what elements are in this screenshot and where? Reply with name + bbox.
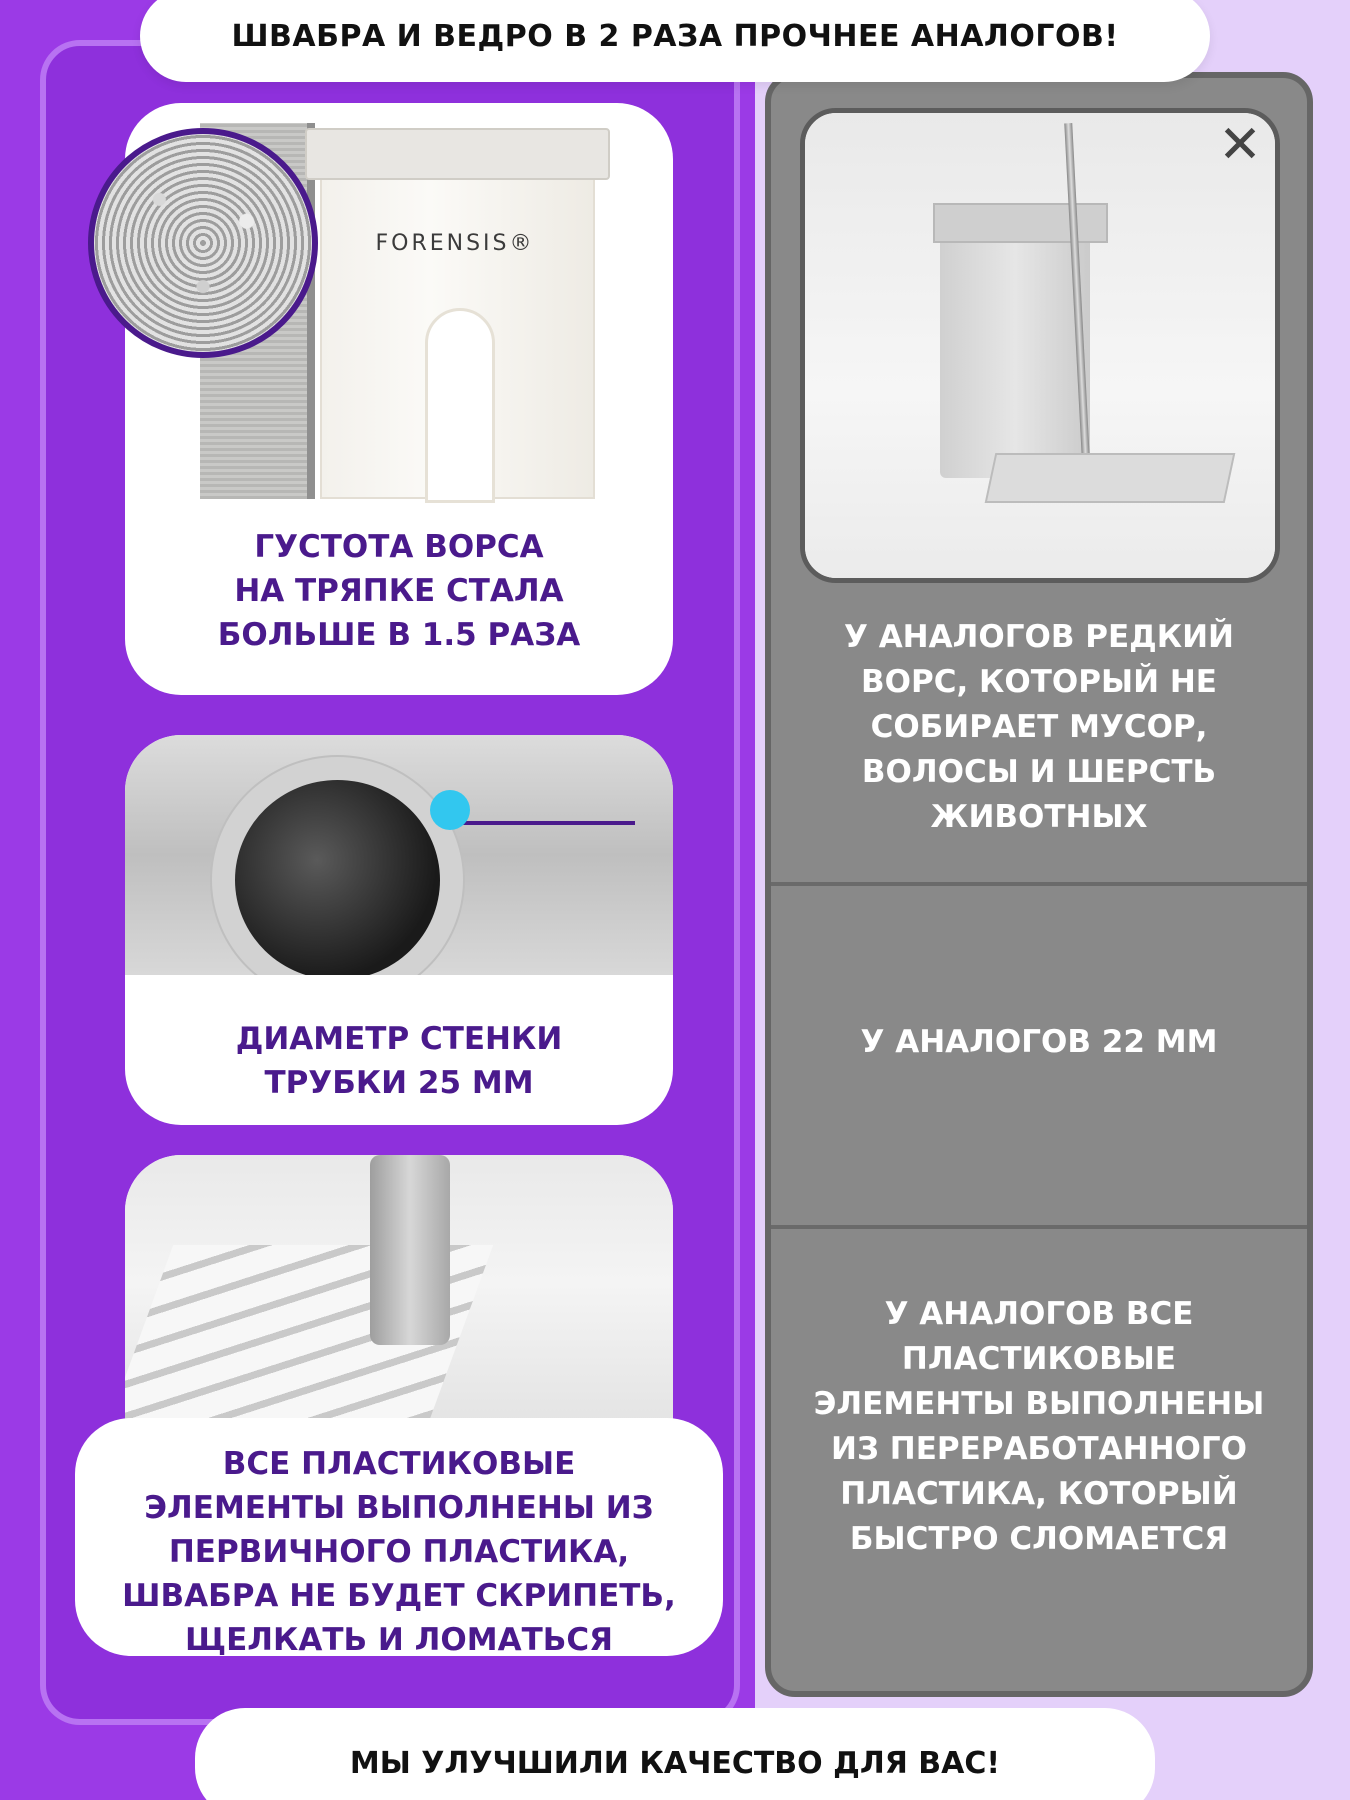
close-icon: ✕ (1218, 115, 1262, 175)
header-banner (140, 0, 1210, 82)
bucket-slot (425, 308, 495, 503)
pointer-dot (430, 790, 470, 830)
brand-logo: FORENSIS® (375, 231, 535, 256)
tube-diameter-card (125, 735, 673, 1125)
footer-banner (195, 1708, 1155, 1800)
pile-density-caption: ГУСТОТА ВОРСА НА ТРЯПКЕ СТАЛА БОЛЬШЕ В 1.5 РАЗА (217, 529, 581, 653)
competitor-photo (800, 108, 1280, 583)
competitor-diameter-text: У АНАЛОГОВ 22 ММ (860, 1024, 1218, 1060)
competitor-mop-pad (985, 453, 1236, 503)
competitor-bucket (940, 208, 1090, 478)
fiber-closeup-image (88, 128, 318, 358)
plastic-caption: ВСЕ ПЛАСТИКОВЫЕ ЭЛЕМЕНТЫ ВЫПОЛНЕНЫ ИЗ ПЕРВИЧНОГО ПЛАСТИКА, ШВАБРА НЕ БУДЕТ СКРИПЕТЬ, ЩЕЛКАТЬ И ЛОМАТЬСЯ (122, 1446, 676, 1658)
footer-text: МЫ УЛУЧШИЛИ КАЧЕСТВО ДЛЯ ВАС! (349, 1745, 1001, 1781)
plastic-caption-card (75, 1418, 723, 1656)
bucket-rim (305, 128, 610, 180)
tube-hole (235, 780, 440, 980)
divider (771, 1225, 1307, 1229)
competitor-pile-text: У АНАЛОГОВ РЕДКИЙ ВОРС, КОТОРЫЙ НЕ СОБИРАЕТ МУСОР, ВОЛОСЫ И ШЕРСТЬ ЖИВОТНЫХ (844, 619, 1234, 835)
page-title: ШВАБРА И ВЕДРО В 2 РАЗА ПРОЧНЕЕ АНАЛОГОВ! (231, 18, 1119, 54)
divider (771, 882, 1307, 886)
competitor-plastic-text: У АНАЛОГОВ ВСЕ ПЛАСТИКОВЫЕ ЭЛЕМЕНТЫ ВЫПОЛНЕНЫ ИЗ ПЕРЕРАБОТАННОГО ПЛАСТИКА, КОТОРЫЙ БЫСТРО СЛОМАЕТСЯ (813, 1296, 1265, 1557)
tube-diameter-caption: ДИАМЕТР СТЕНКИ ТРУБКИ 25 ММ (235, 1021, 563, 1101)
mop-handle-image (370, 1155, 450, 1345)
pointer-line (455, 821, 635, 825)
